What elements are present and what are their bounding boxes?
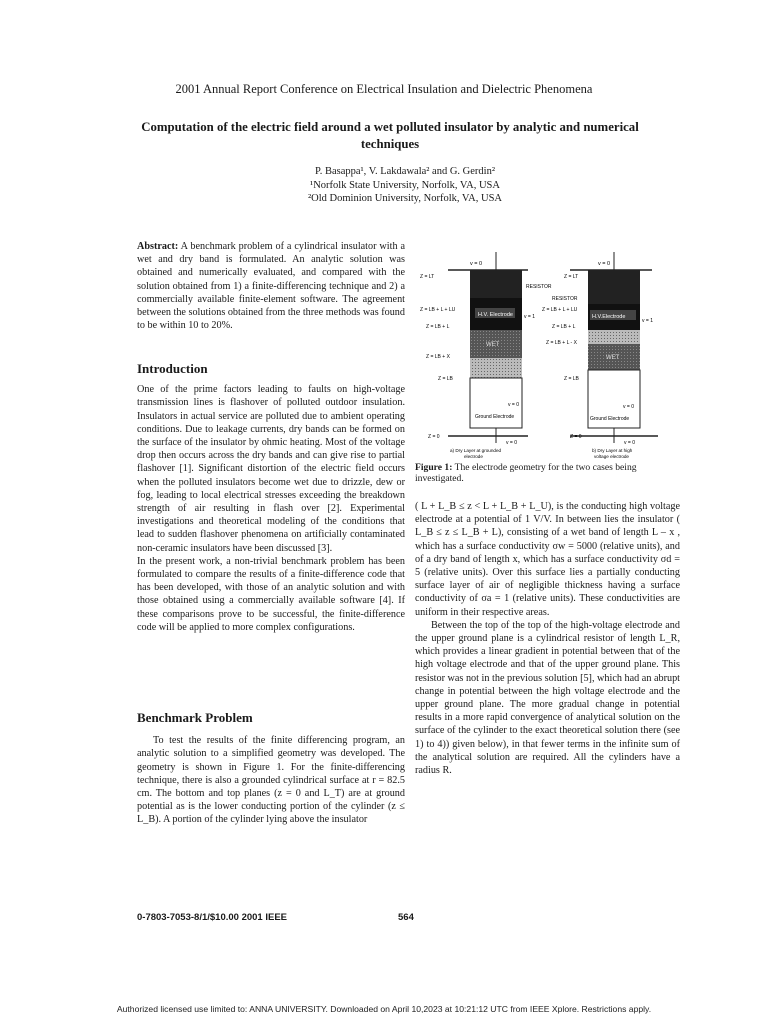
figure-1 [420, 238, 682, 464]
caption-b-line2: voltage electrode [594, 454, 629, 459]
label-v0-bottom-a: v = 0 [506, 440, 517, 446]
label-zlbl-a: Z = LB + L [426, 324, 450, 330]
hv-label-b: H.V.Electrode [592, 314, 626, 320]
page-number: 564 [398, 912, 414, 923]
ground-label-b: Ground Electrode [590, 416, 630, 422]
right-paragraph-1: ( L + L_B ≤ z < L + L_B + L_U), is the conducting high voltage electrode at a potential of 1 V/V. In between lies the insulator ( L_B ≤ z ≤ L_B + L), consisting of a wet band of length L – x , which has a surface conductivity σw = 5000 (relative units), and of a dry band of length x, which has a surface conductivity σd = 5 (relative units). Over this surface lies a partially conducting surface layer of air of negligible thickness having a surface conductivity of σa = 1 (relative units). These conductivities are uniform in their respective areas. [415, 501, 680, 618]
paper-title: Computation of the electric field around a wet polluted insulator by analytic and numerical techniques [141, 120, 639, 151]
figure-1-caption [415, 462, 683, 484]
svg-text:v = 0: v = 0 [623, 404, 634, 410]
label-v0-top-b: v = 0 [598, 261, 611, 267]
figure-caption-text: The electrode geometry for the two cases being investigated. [415, 462, 637, 484]
intro-paragraph-1: One of the prime factors leading to faults on high-voltage transmission lines is flashover of polluted outdoor insulation. Insulators in actual service are polluted due to ambient operating conditions. Due to leakage currents, dry bands can be formed on the surface of the insulator by ohmic heating. Most of the voltage drop then occurs across the dry bands and can give rise to partial flashover [1]. Significant distortion of the electric field occurs when the polluted insulators become wet due to drizzle, dew or fog, leading to local electrical stresses exceeding the breakdown strength of air resulting in flash over [2]. Experimental investigations and theoretical modeling of the conditions that lead to sudden flashover phenomena on artificially contaminated non-ceramic insulators have been discussed [3]. [137, 384, 405, 554]
introduction-heading: Introduction [137, 361, 208, 376]
wet-label-a: WET [486, 342, 500, 348]
label-z0-a: Z = 0 [428, 434, 440, 440]
benchmark-paragraph-1: To test the results of the finite differencing program, an analytic solution to a simplified geometry was developed. The geometry is shown in Figure 1. For the finite-differencing technique, there is also a grounded cylindrical surface at r = 82.5 cm. The bottom and top planes (z = 0 and L_T) are at ground potential as is the lower conducting portion of the cylinder (z ≤ L_B). A portion of the cylinder lying above the insulator [137, 735, 405, 826]
introduction-section [137, 362, 405, 634]
label-v0-bottom-b: v = 0 [624, 440, 635, 446]
label-v0-top-a: v = 0 [470, 261, 483, 267]
benchmark-heading: Benchmark Problem [137, 710, 253, 725]
abstract-text: A benchmark problem of a cylindrical insulator with a wet and dry band is formulated. An analytic solution was obtained and numerically evaluated, and compared with the solution obtained from 1) a finite-differencing technique and 2) a commercially available finite-element software. The agreement between the solutions obtained from the three methods was found to be within 10 to 20%. [137, 241, 405, 332]
right-column-text [415, 500, 680, 777]
figure-caption-label: Figure 1: [415, 462, 453, 473]
resistor-label-a: RESISTOR [526, 284, 552, 290]
abstract [137, 240, 405, 332]
label-zlblu-a: Z = LB + L + LU [420, 307, 456, 313]
label-zlblu-b: Z = LB + L + LU [542, 307, 578, 313]
hv-label-a: H.V. Electrode [478, 312, 513, 318]
resistor-region-a [470, 270, 522, 298]
label-zlt-b: Z = LT [564, 274, 579, 280]
caption-a-line1: a) Dry Layer at grounded [450, 448, 502, 453]
license-notice: Authorized licensed use limited to: ANNA UNIVERSITY. Downloaded on April 10,2023 at 10:21:12 UTC from IEEE Xplore. Restrictions apply. [116, 1004, 652, 1014]
caption-b-line1: b) Dry Layer at high [592, 448, 633, 453]
affiliation-1: ¹Norfolk State University, Norfolk, VA, USA [310, 179, 500, 191]
intro-paragraph-2: In the present work, a non-trivial benchmark problem has been formulated to compare the results of a finite-difference code that has been developed, with those of an analytic solution and with those obtained using a commercially available software [4]. If these comparisons prove to be successful, the finite-difference code will be applied to more complex configurations. [137, 555, 405, 633]
dry-band-b [588, 330, 640, 344]
resistor-label-b: RESISTOR [552, 296, 578, 302]
conference-header: 2001 Annual Report Conference on Electrical Insulation and Dielectric Phenomena [175, 82, 593, 96]
label-zlb-b: Z = LB [564, 376, 579, 382]
dry-band-a [470, 358, 522, 378]
isbn-footer: 0-7803-7053-8/1/$10.00 2001 IEEE [137, 912, 288, 923]
authors: P. Basappa¹, V. Lakdawala² and G. Gerdin² [315, 166, 495, 177]
label-zlb-a: Z = LB [438, 376, 453, 382]
resistor-region-b [588, 270, 640, 304]
benchmark-section [137, 711, 405, 827]
abstract-label: Abstract: [137, 241, 179, 252]
right-paragraph-2: Between the top of the top of the high-voltage electrode and the upper ground plane is a cylindrical resistor of length L_R, which provides a linear gradient in potential between that of the high voltage electrode and that of the upper ground plane. This resistor was not in the previous solution [5], which had an abrupt change in potential between the high voltage electrode and the upper ground plane. The more gradual change in potential results in a more rapid convergence of analytical solution on the surface of the cylinder to the exact theoretical solution there (see 1) to 4)) given below), in that fewer terms in the infinite sum of the analytical solution are required. All the cylinders have a radius R. [415, 619, 680, 777]
wet-label-b: WET [606, 355, 620, 361]
author-block [200, 165, 610, 206]
label-zlblx-b: Z = LB + L - X [546, 340, 577, 346]
label-v1-a: v = 1 [524, 314, 535, 320]
label-v1-b: v = 1 [642, 318, 653, 324]
ground-label-a: Ground Electrode [475, 414, 515, 420]
caption-a-line2: electrode [464, 454, 483, 459]
label-zlbx-a: Z = LB + X [426, 354, 450, 360]
label-zlt-a: Z = LT [420, 274, 435, 280]
figure-panel-a [420, 252, 535, 459]
affiliation-2: ²Old Dominion University, Norfolk, VA, USA [308, 193, 502, 204]
label-zlbl-b: Z = LB + L [552, 324, 576, 330]
figure-panel-b [526, 252, 658, 459]
svg-text:v = 0: v = 0 [508, 402, 519, 408]
label-z0-b: Z = 0 [570, 434, 582, 440]
